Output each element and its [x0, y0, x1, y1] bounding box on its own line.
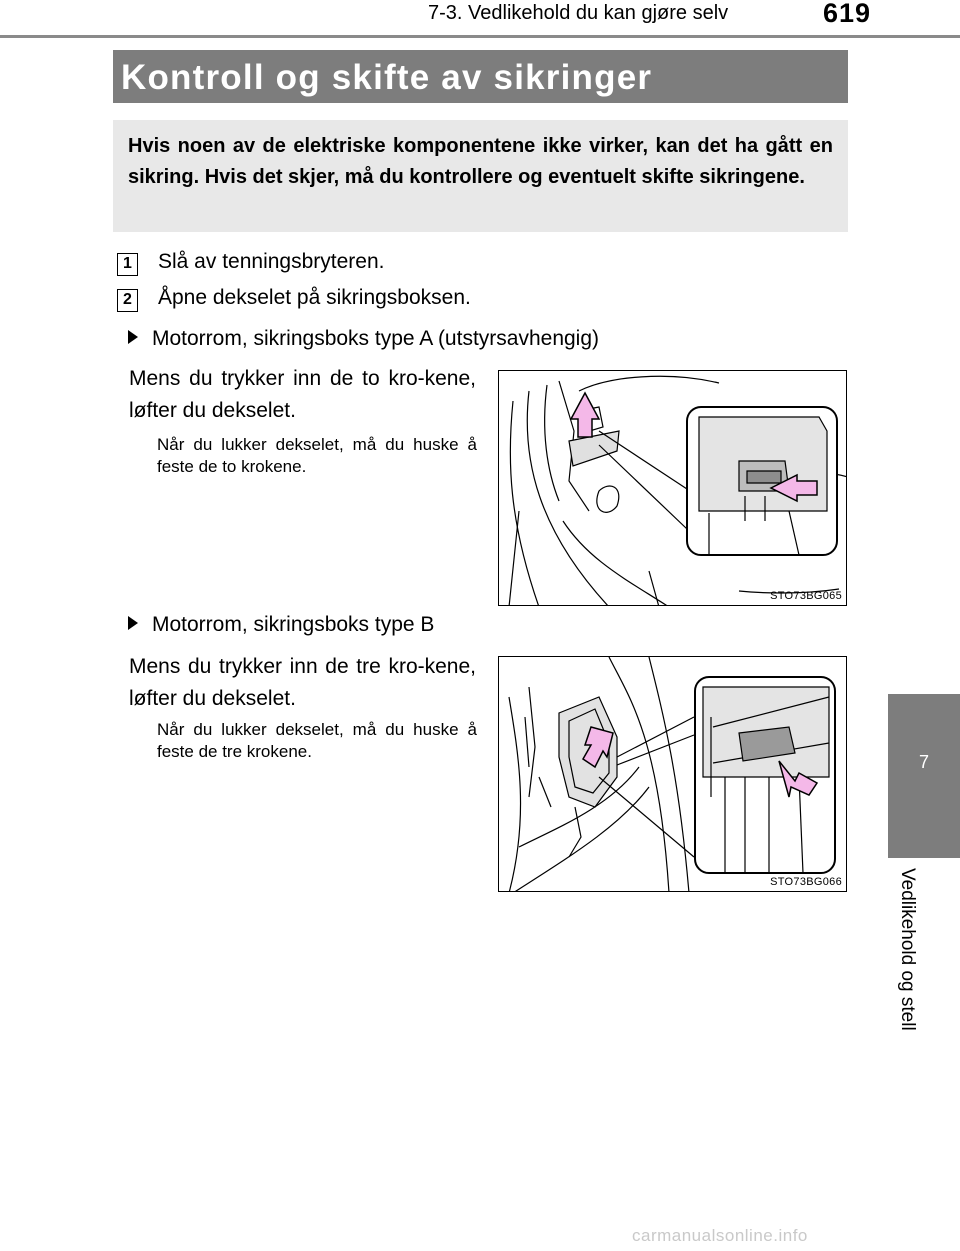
figure-code: STO73BG066 — [770, 876, 842, 888]
chapter-tab-label: Vedlikehold og stell — [897, 868, 918, 1031]
section-heading-type-a: Motorrom, sikringsboks type A (utstyrsavhengig) — [128, 327, 599, 351]
push-arrow-icon — [571, 393, 599, 437]
chapter-tab-label-wrap — [892, 868, 922, 1108]
step-text: Slå av tenningsbryteren. — [158, 250, 385, 273]
page-number: 619 — [823, 0, 872, 28]
title-bar — [113, 50, 848, 103]
watermark: carmanualsonline.info — [632, 1226, 808, 1245]
instruction-type-b: Mens du trykker inn de tre kro-kene, løfter du dekselet. — [129, 655, 476, 710]
intro-box — [113, 120, 848, 232]
triangle-bullet-icon — [128, 616, 138, 630]
step-number-badge: 2 — [117, 289, 138, 312]
note-type-b: Når du lukker dekselet, må du huske å feste de tre krokene. — [157, 720, 477, 761]
page-title: Kontroll og skifte av sikringer — [121, 58, 653, 97]
intro-text: Hvis noen av de elektriske komponentene ikke virker, kan det ha gått en sikring. Hvis det skjer, må du kontrollere og eventuelt skifte sikringene. — [128, 135, 833, 188]
section-heading-type-b: Motorrom, sikringsboks type B — [128, 613, 434, 637]
figure-fuse-box-type-a — [498, 370, 847, 606]
note-type-a: Når du lukker dekselet, må du huske å feste de to krokene. — [157, 435, 477, 476]
fuse-box-type-b-illustration — [499, 657, 847, 892]
step-number-badge: 1 — [117, 253, 138, 276]
chapter-tab — [888, 694, 960, 858]
triangle-bullet-icon — [128, 330, 138, 344]
figure-code: STO73BG065 — [770, 590, 842, 602]
step-text: Åpne dekselet på sikringsboksen. — [158, 286, 471, 309]
chapter-section-header: 7-3. Vedlikehold du kan gjøre selv — [428, 2, 729, 24]
fuse-box-type-a-illustration — [499, 371, 847, 606]
figure-fuse-box-type-b — [498, 656, 847, 892]
header-divider — [0, 35, 960, 38]
chapter-tab-number: 7 — [918, 752, 929, 772]
instruction-type-a: Mens du trykker inn de to kro-kene, løfter du dekselet. — [129, 367, 476, 422]
